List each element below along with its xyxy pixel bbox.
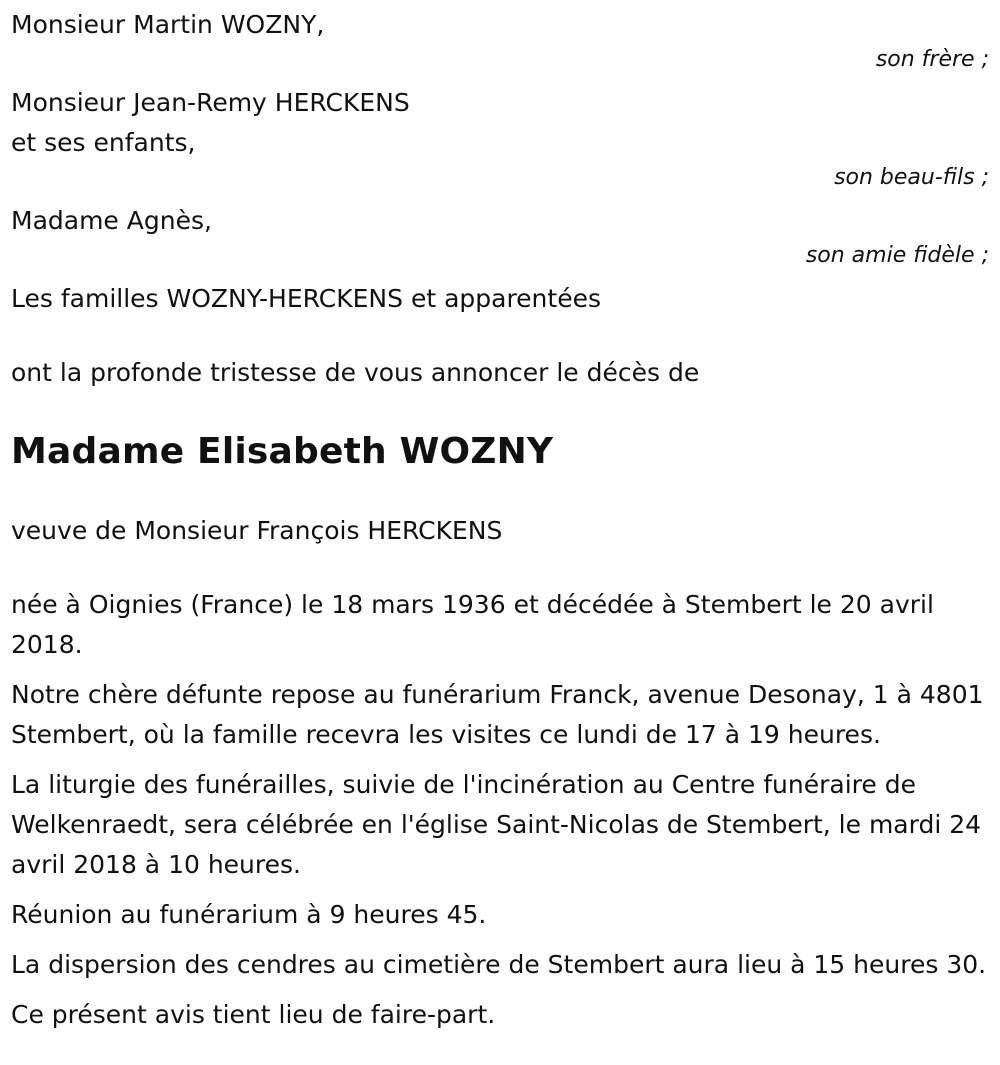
family-member-brother: Monsieur Martin WOZNY, <box>11 10 325 39</box>
announcement-text: ont la profonde tristesse de vous annoncer le décès de <box>11 358 700 387</box>
family-members-relatives: Les familles WOZNY-HERCKENS et apparentées <box>11 284 601 313</box>
rest-location-paragraph: Notre chère défunte repose au funérarium Franck, avenue Desonay, 1 à 4801 Stembert, où la famille recevra les visites ce lundi de 17 à 19 heures. <box>11 680 984 749</box>
dispersion-paragraph: La dispersion des cendres au cimetière de Stembert aura lieu à 15 heures 30. <box>11 950 987 979</box>
family-role-friend: son amie fidèle ; <box>805 243 989 268</box>
family-role-stepson: son beau-fils ; <box>834 165 989 190</box>
notice-paragraph: Ce présent avis tient lieu de faire-part. <box>11 1000 496 1029</box>
birth-death-paragraph: née à Oignies (France) le 18 mars 1936 et décédée à Stembert le 20 avril 2018. <box>11 590 934 659</box>
liturgy-paragraph: La liturgie des funérailles, suivie de l'incinération au Centre funéraire de Welkenraedt, sera célébrée en l'église Saint-Nicolas de Stembert, le mardi 24 avril 2018 à 10 heures. <box>11 770 982 879</box>
family-member-friend: Madame Agnès, <box>11 206 212 235</box>
family-role-brother: son frère ; <box>875 47 989 72</box>
widow-of-text: veuve de Monsieur François HERCKENS <box>11 516 503 545</box>
family-member-children: et ses enfants, <box>11 128 196 157</box>
obituary-notice <box>11 5 989 1045</box>
deceased-name: Madame Elisabeth WOZNY <box>11 431 554 472</box>
family-member-stepson: Monsieur Jean-Remy HERCKENS <box>11 88 410 117</box>
meeting-paragraph: Réunion au funérarium à 9 heures 45. <box>11 900 487 929</box>
